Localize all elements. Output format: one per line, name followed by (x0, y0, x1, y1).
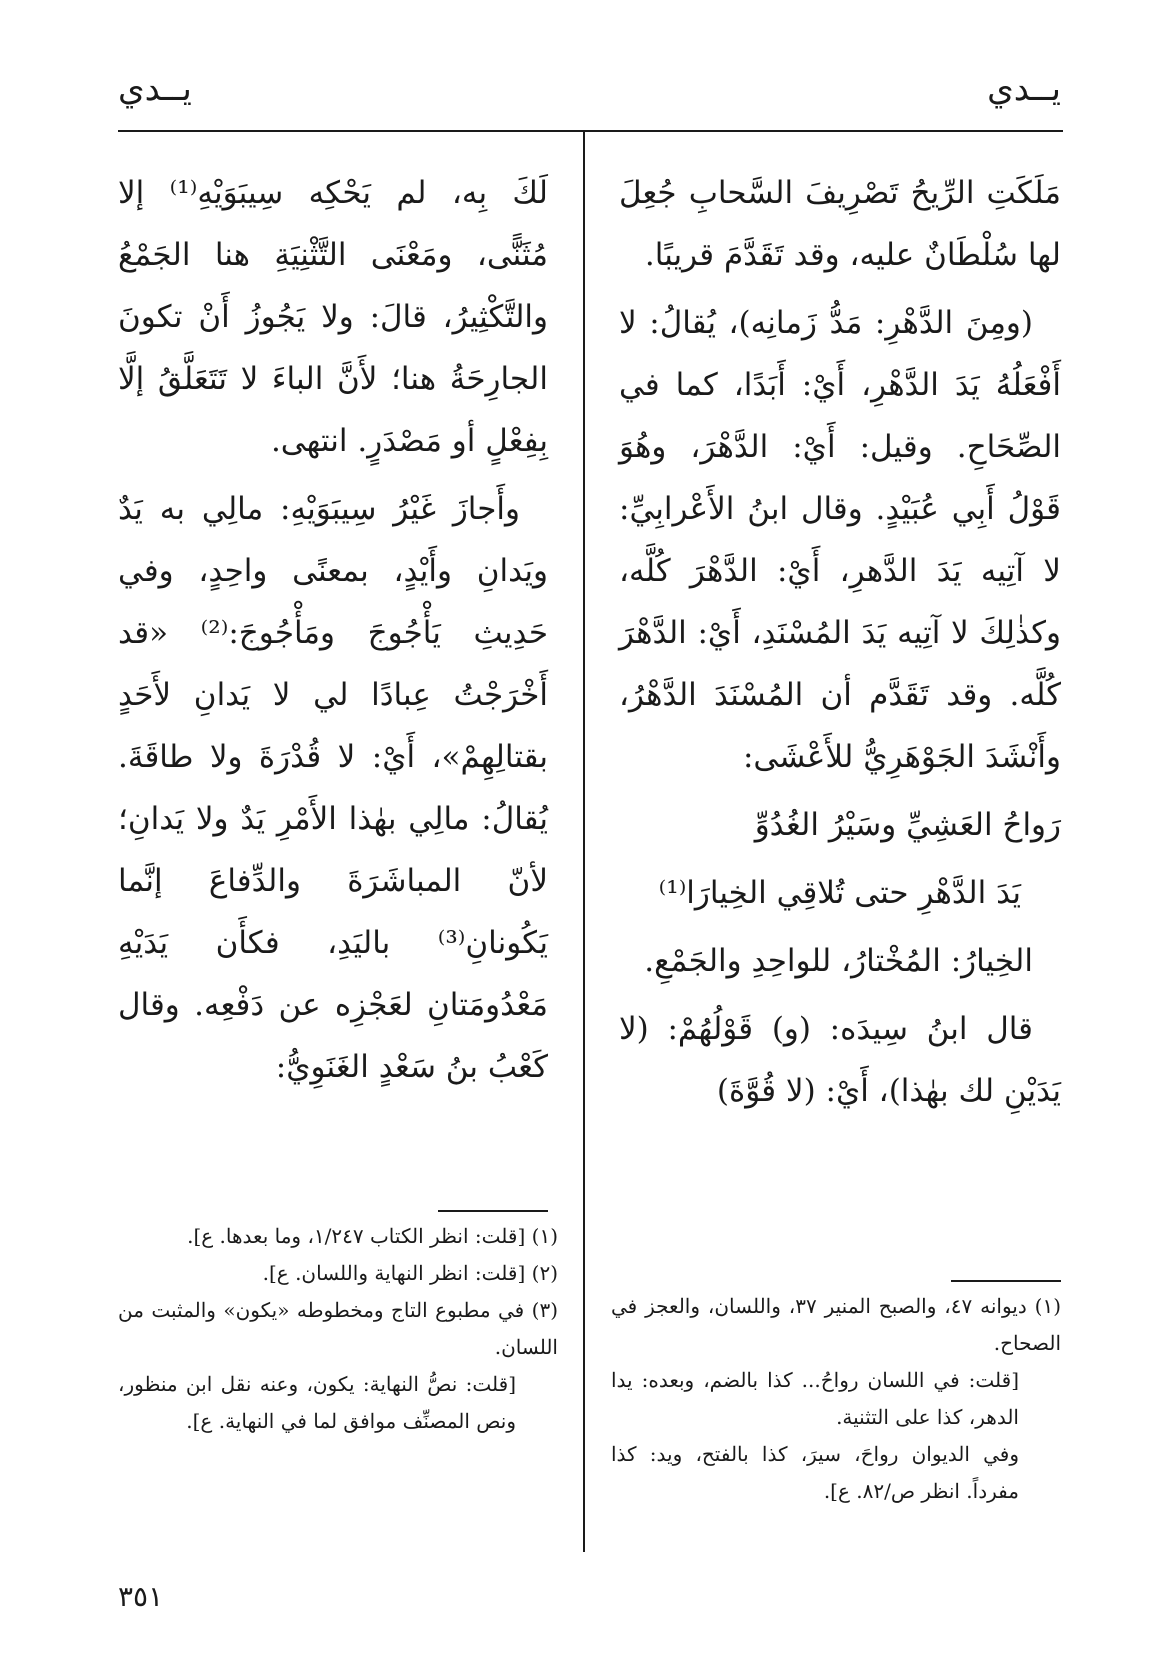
footnote: [قلت: في اللسان رواحُ... كذا بالضم، وبعده: يدا الدهر، كذا على التثنية. (611, 1368, 1019, 1429)
footnote: [قلت: نصُّ النهاية: يكون، وعنه نقل ابن منظور، ونص المصنِّف موافق لما في النهاية. ع]. (118, 1372, 516, 1433)
footnote-rule (438, 1210, 548, 1212)
footnotes-left (118, 1218, 558, 1440)
paragraph: قال ابنُ سِيدَه: (و) قَوْلُهُمْ: (لا يَدَيْنِ لك بهٰذا)، أَيْ: (لا قُوَّةَ) (619, 1011, 1061, 1109)
footnotes-right (611, 1288, 1061, 1510)
page-number: ٣٥١ (118, 1580, 164, 1613)
running-header-right: يــدي (987, 69, 1061, 109)
running-header-left: يــدي (118, 69, 192, 109)
footnote: (١) [قلت: انظر الكتاب ١/٢٤٧، وما بعدها. ع]. (187, 1224, 558, 1248)
left-column (118, 162, 548, 1104)
header-rule (118, 130, 1063, 132)
verse-line: يَدَ الدَّهْرِ حتى تُلاقِي الخِيارَا⁽¹⁾ (658, 875, 1021, 911)
paragraph: (ومِنَ الدَّهْرِ: مَدُّ زَمانِه)، يُقالُ: لا أَفْعَلُهُ يَدَ الدَّهْرِ، أَيْ: أَبَدًا، كما في الصِّحَاحِ. وقيل: أَيْ: الدَّهْرَ، وهُوَ قَوْلُ أَبِي عُبَيْدٍ. وقال ابنُ الأَعْرابِيِّ: لا آتِيه يَدَ الدَّهرِ، أَيْ: الدَّهْرَ كُلَّه، وكذٰلِكَ لا آتِيه يَدَ المُسْنَدِ، أَيْ: الدَّهْرَ كُلَّه. وقد تَقَدَّم أن المُسْنَدَ الدَّهْرُ، وأَنْشَدَ الجَوْهَرِيُّ للأَعْشَى: (619, 305, 1061, 775)
footnote: وفي الديوان رواحَ، سيرَ، كذا بالفتح، ويد: كذا مفرداً. انظر ص/٨٢. ع]. (611, 1442, 1019, 1503)
footnote-rule (951, 1280, 1061, 1282)
column-divider (583, 132, 585, 1552)
paragraph: مَلَكَتِ الرِّيحُ تَصْرِيفَ السَّحابِ جُعِلَ لها سُلْطَانٌ عليه، وقد تَقَدَّمَ قريبًا. (619, 175, 1061, 273)
verse-line: رَواحُ العَشِيِّ وسَيْرُ الغُدُوِّ (754, 807, 1061, 843)
footnote: (١) ديوانه ٤٧، والصبح المنير ٣٧، واللسان، والعجز في الصحاح. (611, 1294, 1061, 1355)
footnote: (٣) في مطبوع التاج ومخطوطه «يكون» والمثبت من اللسان. (118, 1298, 558, 1359)
right-column (619, 162, 1061, 1128)
footnote: (٢) [قلت: انظر النهاية واللسان. ع]. (262, 1261, 558, 1285)
paragraph: الخِيارُ: المُخْتارُ، للواحِدِ والجَمْعِ. (644, 943, 1033, 979)
paragraph: لَكَ بِه، لم يَحْكِه سِيبَوَيْهِ⁽¹⁾ إلا مُثَنًّى، ومَعْنَى التَّثْنِيَةِ هنا الجَمْعُ والتَّكْثِيرُ، قالَ: ولا يَجُوزُ أَنْ تكونَ الجارِحَةُ هنا؛ لأَنَّ الباءَ لا تَتَعَلَّقُ إلَّا بِفِعْلٍ أو مَصْدَرٍ. انتهى. (118, 175, 548, 459)
paragraph: وأَجازَ غَيْرُ سِيبَوَيْهِ: مالِي به يَدٌ ويَدانِ وأَيْدٍ، بمعنًى واحِدٍ، وفي حَدِيثِ يَأْجُوجَ ومَأْجُوجَ:⁽²⁾ «قد أَخْرَجْتُ عِبادًا لي لا يَدانِ لأَحَدٍ بقتالِهِمْ»، أَيْ: لا قُدْرَةَ ولا طاقَةَ. يُقالُ: مالِي بهٰذا الأَمْرِ يَدٌ ولا يَدانِ؛ لأنّ المباشَرَةَ والدِّفاعَ إنَّما يَكُونانِ⁽³⁾ باليَدِ، فكأَن يَدَيْهِ مَعْدُومَتانِ لعَجْزِه عن دَفْعِه. وقال كَعْبُ بنُ سَعْدٍ الغَنَوِيُّ: (118, 491, 548, 1085)
